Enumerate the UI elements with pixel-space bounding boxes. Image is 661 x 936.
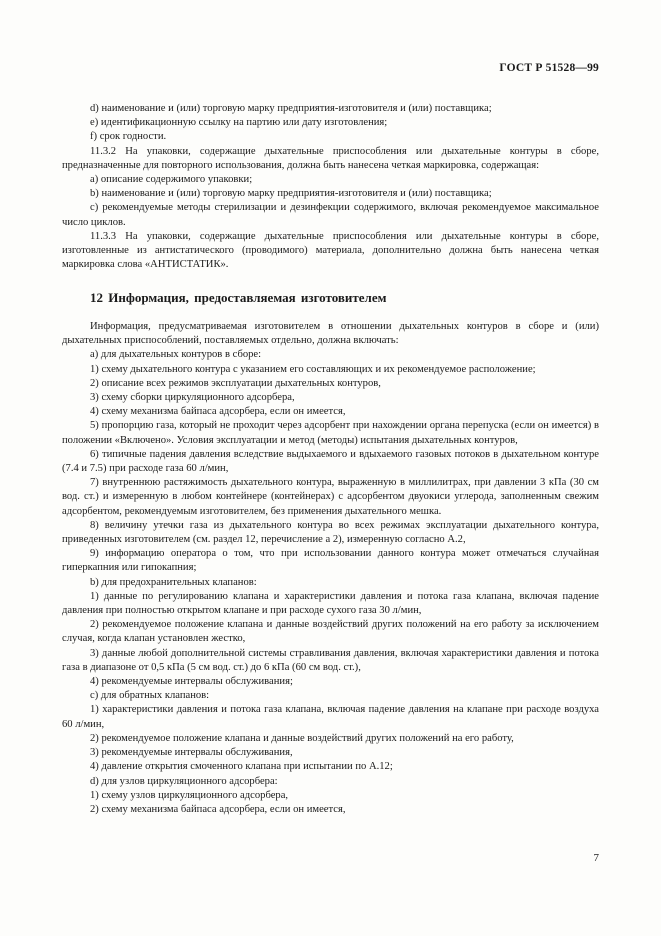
paragraph: 4) рекомендуемые интервалы обслуживания; bbox=[90, 676, 293, 688]
paragraph: b) наименование и (или) торговую марку предприятия-изготовителя и (или) поставщика; bbox=[90, 188, 492, 200]
paragraph: 11.3.3 На упаковки, содержащие дыхательные приспособления или дыхательные контуры в сборе, изготовленные из антистатического (проводимого) материала, дополнительно должна быть нанесена четкая маркировка слова «АНТИСТАТИК». bbox=[62, 230, 599, 271]
paragraph: 3) схему сборки циркуляционного адсорбера, bbox=[90, 392, 295, 404]
paragraph: d) наименование и (или) торговую марку предприятия-изготовителя и (или) поставщика; bbox=[90, 103, 492, 114]
paragraph: 5) пропорцию газа, который не проходит через адсорбент при нахождении органа перепуска (если он имеется) в положении «Включено». Условия эксплуатации и метод (методы) испытания дыхательных контуров, bbox=[62, 420, 599, 446]
section-title: 12 Информация, предоставляемая изготовителем bbox=[90, 290, 387, 305]
paragraph: 1) схему дыхательного контура с указанием его составляющих и их рекомендуемое расположение; bbox=[90, 363, 536, 375]
paragraph: 7) внутреннюю растяжимость дыхательного контура, выраженную в миллилитрах, при давлении 3 кПа (30 см вод. ст.) и измеренную в любом контейнере (контейнерах) с адсорбентом двуокиси углерода, заполненным свежим адсорбентом, рекомендуемым изготовителем, без применения дыхательного мешка. bbox=[62, 477, 599, 517]
paragraph: 2) рекомендуемое положение клапана и данные воздействий других положений на его работу, bbox=[90, 732, 514, 744]
paragraph: b) для предохранительных клапанов: bbox=[90, 576, 257, 588]
paragraph: Информация, предусматриваемая изготовителем в отношении дыхательных контуров в сборе и (или) дыхательных приспособлений, поставляемых отдельно, должна включать: bbox=[62, 321, 599, 347]
paragraph: 2) описание всех режимов эксплуатации дыхательных контуров, bbox=[90, 377, 381, 389]
paragraph: 2) схему механизма байпаса адсорбера, если он имеется, bbox=[90, 803, 346, 815]
paragraph: 1) данные по регулированию клапана и характеристики давления и потока газа клапана, включая падение давления при полностью открытом клапане и при расходе сухого газа 30 л/мин, bbox=[62, 590, 599, 617]
paragraph: 8) величину утечки газа из дыхательного контура во всех режимах эксплуатации дыхательного контура, приведенных изготовителем (см. раздел 12, перечисление а 2), измеренную согласно А.2, bbox=[62, 519, 599, 546]
paragraph: 4) давление открытия смоченного клапана при испытании по А.12; bbox=[90, 761, 393, 773]
paragraph: 2) рекомендуемое положение клапана и данные воздействий других положений на его работу за исключением случая, когда клапан установлен жестко, bbox=[62, 619, 599, 645]
page-number: 7 bbox=[593, 852, 599, 864]
paragraph: 1) характеристики давления и потока газа клапана, включая падение давления на клапане при расходе воздуха 60 л/мин, bbox=[62, 704, 599, 730]
paragraph: c) рекомендуемые методы стерилизации и дезинфекции содержимого, включая рекомендуемое максимальное число циклов. bbox=[62, 202, 599, 228]
paragraph: 3) данные любой дополнительной системы стравливания давления, включая характеристики давления и потока газа в диапазоне от 0,5 кПа (5 см вод. ст.) до 6 кПа (60 см вод. ст.), bbox=[62, 647, 599, 673]
paragraph: 9) информацию оператора о том, что при использовании данного контура может отмечаться случайная гиперкапния или гипокапния; bbox=[62, 548, 599, 574]
standard-code-header: ГОСТ Р 51528—99 bbox=[499, 62, 599, 74]
paragraph: 4) схему механизма байпаса адсорбера, если он имеется, bbox=[90, 406, 346, 418]
section-body bbox=[62, 320, 599, 817]
paragraph: f) срок годности. bbox=[90, 131, 167, 143]
paragraph: 11.3.2 На упаковки, содержащие дыхательные приспособления или дыхательные контуры в сборе, предназначенные для повторного использования, должна быть нанесена четкая маркировка, содержащая: bbox=[62, 145, 599, 171]
top-text-block bbox=[62, 102, 599, 272]
paragraph: e) идентификационную ссылку на партию или дату изготовления; bbox=[90, 117, 388, 129]
paragraph: 3) рекомендуемые интервалы обслуживания, bbox=[90, 747, 293, 759]
paragraph: c) для обратных клапанов: bbox=[90, 690, 210, 702]
paragraph: 1) схему узлов циркуляционного адсорбера, bbox=[90, 789, 289, 801]
paragraph: a) описание содержимого упаковки; bbox=[90, 174, 253, 186]
paragraph: a) для дыхательных контуров в сборе: bbox=[90, 349, 262, 361]
paragraph: 6) типичные падения давления вследствие выдыхаемого и вдыхаемого газовых потоков в дыхательном контуре (7.4 и 7.5) при расходе газа 60 л/мин, bbox=[62, 448, 599, 475]
paragraph: d) для узлов циркуляционного адсорбера: bbox=[90, 775, 278, 787]
section-heading-block bbox=[62, 290, 599, 306]
